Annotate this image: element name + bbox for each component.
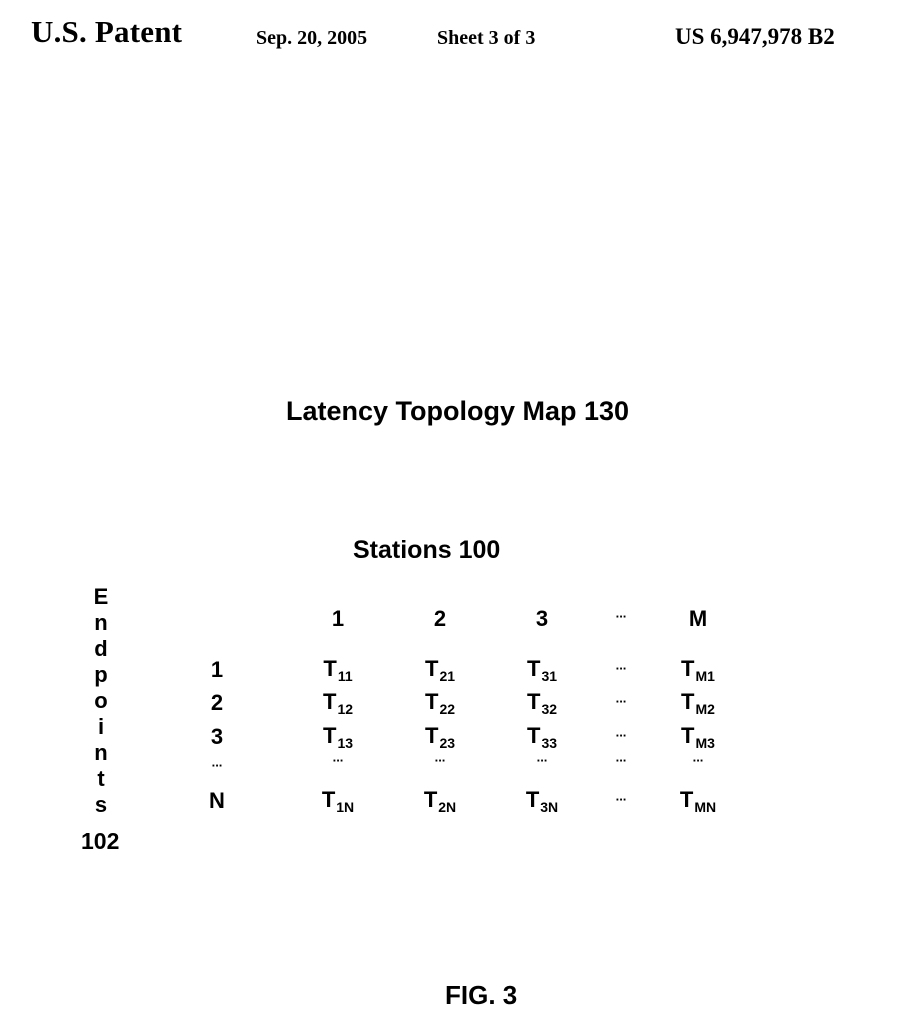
figure-title: Latency Topology Map 130 <box>286 396 630 426</box>
latency-symbol: T <box>424 689 439 714</box>
ellipsis-cell <box>616 725 627 740</box>
latency-symbol: T <box>526 689 541 714</box>
latency-cell <box>527 656 557 684</box>
ellipsis-text: ... <box>332 749 344 765</box>
endpoints-letter: n <box>94 610 108 635</box>
stations-label: Stations 100 <box>353 536 501 564</box>
latency-subscript: MN <box>694 799 717 815</box>
latency-subscript: M3 <box>695 735 715 751</box>
latency-symbol: T <box>526 656 541 681</box>
column-header: 1 <box>331 606 345 631</box>
latency-cell <box>323 656 352 684</box>
latency-subscript: 31 <box>541 668 558 684</box>
latency-symbol: T <box>321 787 336 812</box>
endpoints-letter: E <box>93 584 109 609</box>
latency-subscript: 23 <box>439 735 456 751</box>
latency-cell <box>424 787 456 815</box>
latency-symbol: T <box>681 723 695 748</box>
column-header: ... <box>615 605 627 621</box>
latency-symbol: T <box>424 656 439 681</box>
row-header: 2 <box>210 690 224 715</box>
latency-cell <box>681 656 715 684</box>
row-header: 3 <box>210 724 224 749</box>
ellipsis-cell <box>435 750 446 765</box>
column-header: 3 <box>535 606 549 631</box>
latency-symbol: T <box>424 723 439 748</box>
endpoints-letter: i <box>97 714 105 739</box>
latency-cell <box>526 787 558 815</box>
latency-cell <box>425 723 455 751</box>
row-header: ... <box>211 754 223 770</box>
column-header: M <box>688 606 708 631</box>
ellipsis-text: ... <box>536 749 548 765</box>
latency-symbol: T <box>679 787 694 812</box>
latency-subscript: 1N <box>336 799 355 815</box>
endpoints-vertical-label <box>86 584 116 818</box>
latency-subscript: M1 <box>695 668 715 684</box>
patent-date: Sep. 20, 2005 <box>256 27 368 49</box>
latency-symbol: T <box>681 689 695 714</box>
latency-cell <box>680 787 716 815</box>
ellipsis-cell <box>537 750 548 765</box>
endpoints-reference-number: 102 <box>81 828 120 854</box>
latency-subscript: 3N <box>540 799 559 815</box>
latency-cell <box>681 689 715 717</box>
column-header: 2 <box>433 606 447 631</box>
row-header: N <box>209 788 225 813</box>
ellipsis-cell <box>616 658 627 673</box>
ellipsis-cell <box>693 750 704 765</box>
ellipsis-text: ... <box>434 749 446 765</box>
ellipsis-cell <box>616 789 627 804</box>
row-header: 1 <box>210 657 224 682</box>
ellipsis-text: ... <box>692 749 704 765</box>
latency-subscript: 32 <box>541 701 558 717</box>
sheet-number: Sheet 3 of 3 <box>437 27 536 49</box>
latency-subscript: 12 <box>337 701 354 717</box>
latency-subscript: 33 <box>541 735 558 751</box>
figure-caption: FIG. 3 <box>445 980 518 1010</box>
ellipsis-text: ... <box>615 788 627 804</box>
endpoints-letter: s <box>94 792 108 817</box>
latency-cell <box>323 723 353 751</box>
latency-cell <box>527 689 557 717</box>
ellipsis-text: ... <box>615 724 627 740</box>
latency-symbol: T <box>423 787 438 812</box>
ellipsis-cell <box>616 691 627 706</box>
ellipsis-cell <box>333 750 344 765</box>
latency-symbol: T <box>323 656 337 681</box>
endpoints-letter: p <box>94 662 108 687</box>
latency-subscript: M2 <box>695 701 715 717</box>
patent-number: US 6,947,978 B2 <box>675 24 835 49</box>
latency-symbol: T <box>322 689 337 714</box>
endpoints-letter: o <box>94 688 108 713</box>
latency-cell <box>527 723 557 751</box>
latency-symbol: T <box>322 723 337 748</box>
latency-cell <box>322 787 354 815</box>
latency-subscript: 21 <box>439 668 456 684</box>
latency-symbol: T <box>681 656 695 681</box>
latency-subscript: 13 <box>337 735 354 751</box>
ellipsis-cell <box>616 750 627 765</box>
ellipsis-text: ... <box>615 690 627 706</box>
endpoints-letter: t <box>97 766 105 791</box>
endpoints-letter: d <box>94 636 108 661</box>
latency-symbol: T <box>525 787 540 812</box>
ellipsis-text: ... <box>615 749 627 765</box>
latency-cell <box>323 689 353 717</box>
ellipsis-text: ... <box>615 657 627 673</box>
latency-symbol: T <box>526 723 541 748</box>
latency-subscript: 22 <box>439 701 456 717</box>
latency-cell <box>425 689 455 717</box>
latency-subscript: 2N <box>438 799 457 815</box>
patent-header-label: U.S. Patent <box>31 14 183 49</box>
latency-cell <box>425 656 455 684</box>
endpoints-letter: n <box>94 740 108 765</box>
latency-cell <box>681 723 715 751</box>
latency-subscript: 11 <box>337 668 353 684</box>
